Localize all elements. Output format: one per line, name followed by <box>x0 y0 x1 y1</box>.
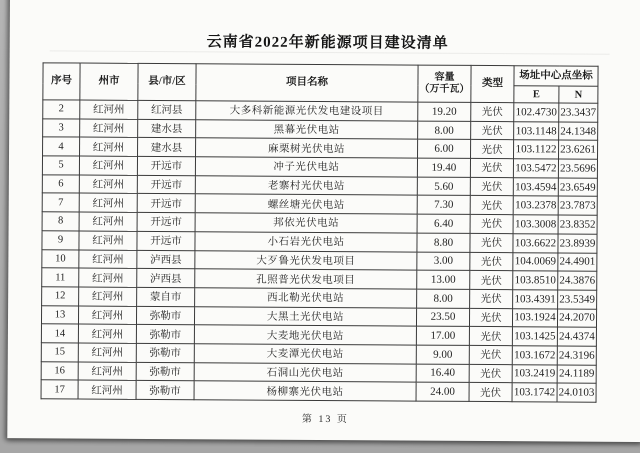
cell-city: 红河州 <box>78 324 136 343</box>
cell-no: 12 <box>42 287 79 306</box>
cell-county: 弥勒市 <box>136 306 194 325</box>
cell-capacity: 8.00 <box>417 289 470 308</box>
cell-n: 24.4901 <box>558 252 597 271</box>
cell-name: 杨柳寨光伏电站 <box>194 381 416 401</box>
cell-e: 103.5472 <box>513 159 558 178</box>
cell-county: 弥勒市 <box>136 343 194 362</box>
projects-table <box>41 62 599 402</box>
cell-e: 103.8510 <box>513 271 558 290</box>
cell-city: 红河州 <box>80 137 138 156</box>
cell-capacity: 8.00 <box>418 121 471 140</box>
cell-capacity: 6.40 <box>417 214 470 233</box>
page-title: 云南省2022年新能源项目建设清单 <box>206 34 449 52</box>
cell-no: 2 <box>43 100 80 119</box>
cell-n: 23.5349 <box>558 290 597 309</box>
cell-name: 螺丝塘光伏电站 <box>195 194 417 214</box>
cell-capacity: 3.00 <box>417 252 470 271</box>
cell-type: 光伏 <box>469 383 512 402</box>
cell-no: 10 <box>42 249 79 268</box>
header-e: E <box>514 86 559 103</box>
document-page <box>7 0 640 442</box>
cell-name: 孔照普光伏发电项目 <box>195 269 417 289</box>
cell-no: 4 <box>43 137 80 156</box>
cell-capacity: 23.50 <box>416 308 469 327</box>
cell-city: 红河州 <box>78 362 136 381</box>
cell-name: 石洞山光伏电站 <box>194 362 416 382</box>
header-county: 县/市/区 <box>138 63 196 100</box>
header-capacity <box>418 65 471 102</box>
header-no: 序号 <box>43 63 80 100</box>
cell-county: 红河县 <box>138 100 196 119</box>
cell-county: 开远市 <box>137 194 195 213</box>
cell-no: 8 <box>42 212 79 231</box>
cell-city: 红河州 <box>79 231 137 250</box>
cell-type: 光伏 <box>469 345 512 364</box>
cell-name: 小石岩光伏电站 <box>195 232 417 252</box>
cell-e: 103.1122 <box>514 140 559 159</box>
cell-e: 103.1425 <box>512 327 557 346</box>
cell-type: 光伏 <box>470 215 513 234</box>
table-header <box>43 63 598 103</box>
cell-county: 开远市 <box>137 156 195 175</box>
cell-name: 麻栗树光伏电站 <box>196 138 418 158</box>
cell-e: 103.1742 <box>512 383 557 402</box>
cell-county: 开远市 <box>137 175 195 194</box>
cell-e: 103.2419 <box>512 364 557 383</box>
header-type: 类型 <box>471 65 514 102</box>
cell-type: 光伏 <box>470 252 513 271</box>
cell-capacity: 16.40 <box>416 364 469 383</box>
header-coordinates: 场址中心点坐标 <box>514 66 598 87</box>
cell-type: 光伏 <box>470 158 513 177</box>
cell-capacity: 17.00 <box>416 326 469 345</box>
cell-no: 5 <box>42 156 79 175</box>
cell-city: 红河州 <box>78 380 136 399</box>
cell-type: 光伏 <box>470 233 513 252</box>
cell-no: 16 <box>41 361 78 380</box>
cell-e: 103.1148 <box>514 121 559 140</box>
cell-capacity: 8.80 <box>417 233 470 252</box>
cell-city: 红河州 <box>78 343 136 362</box>
cell-county: 泸西县 <box>137 269 195 288</box>
cell-e: 103.6622 <box>513 234 558 253</box>
page-number: 第 13 页 <box>301 413 349 426</box>
cell-county: 弥勒市 <box>136 381 194 400</box>
cell-n: 24.0103 <box>557 383 596 402</box>
cell-type: 光伏 <box>471 140 514 159</box>
header-name: 项目名称 <box>196 64 418 102</box>
cell-type: 光伏 <box>471 121 514 140</box>
cell-e: 103.4594 <box>513 177 558 196</box>
cell-county: 开远市 <box>137 213 195 232</box>
cell-type: 光伏 <box>469 364 512 383</box>
header-n: N <box>559 86 598 103</box>
header-city: 州市 <box>80 63 138 100</box>
cell-county: 蒙自市 <box>137 287 195 306</box>
header-capacity-line1: 容量 <box>434 71 455 83</box>
cell-no: 13 <box>41 305 78 324</box>
cell-no: 14 <box>41 324 78 343</box>
cell-capacity: 9.00 <box>416 345 469 364</box>
cell-name: 邦依光伏电站 <box>195 213 417 233</box>
cell-n: 24.1189 <box>557 365 596 384</box>
cell-no: 6 <box>42 175 79 194</box>
cell-city: 红河州 <box>80 100 138 119</box>
cell-county: 建水县 <box>138 119 196 138</box>
cell-name: 黑幕光伏电站 <box>196 119 418 139</box>
cell-no: 9 <box>42 231 79 250</box>
cell-no: 7 <box>42 193 79 212</box>
cell-city: 红河州 <box>79 193 137 212</box>
cell-type: 光伏 <box>470 177 513 196</box>
cell-county: 弥勒市 <box>136 325 194 344</box>
cell-capacity: 6.00 <box>418 139 471 158</box>
cell-city: 红河州 <box>79 212 137 231</box>
cell-n: 23.7873 <box>558 196 597 215</box>
cell-name: 大麦潭光伏电站 <box>194 344 416 364</box>
cell-e: 103.1672 <box>512 346 557 365</box>
cell-n: 24.4374 <box>557 327 596 346</box>
cell-name: 老寨村光伏电站 <box>195 176 417 196</box>
cell-city: 红河州 <box>79 268 137 287</box>
cell-name: 西北勒光伏电站 <box>195 288 417 308</box>
cell-no: 17 <box>41 380 78 399</box>
cell-capacity: 7.30 <box>417 196 470 215</box>
cell-n: 24.1348 <box>559 122 598 141</box>
cell-n: 24.3876 <box>558 271 597 290</box>
cell-n: 23.6261 <box>559 140 598 159</box>
cell-n: 24.2070 <box>557 309 596 328</box>
cell-e: 103.3008 <box>513 215 558 234</box>
cell-city: 红河州 <box>79 287 137 306</box>
cell-city: 红河州 <box>80 119 138 138</box>
cell-type: 光伏 <box>470 271 513 290</box>
cell-no: 11 <box>42 268 79 287</box>
cell-type: 光伏 <box>471 102 514 121</box>
cell-capacity: 19.20 <box>418 102 471 121</box>
cell-name: 大歹鲁光伏发电项目 <box>195 250 417 270</box>
cell-capacity: 19.40 <box>417 158 470 177</box>
cell-county: 泸西县 <box>137 250 195 269</box>
cell-n: 23.6549 <box>558 178 597 197</box>
cell-n: 23.8352 <box>558 215 597 234</box>
cell-type: 光伏 <box>470 289 513 308</box>
cell-no: 3 <box>43 119 80 138</box>
cell-city: 红河州 <box>79 175 137 194</box>
cell-capacity: 24.00 <box>416 382 469 401</box>
cell-no: 15 <box>41 343 78 362</box>
table-row <box>41 380 596 402</box>
cell-e: 104.0069 <box>513 252 558 271</box>
cell-e: 103.2378 <box>513 196 558 215</box>
cell-n: 23.3437 <box>559 103 598 122</box>
cell-name: 大多科新能源光伏发电建设项目 <box>196 101 418 121</box>
cell-city: 红河州 <box>78 306 136 325</box>
table-body <box>41 100 598 402</box>
cell-n: 24.3196 <box>557 346 596 365</box>
cell-county: 开远市 <box>137 231 195 250</box>
cell-e: 103.4391 <box>513 290 558 309</box>
cell-city: 红河州 <box>79 156 137 175</box>
cell-name: 冲子光伏电站 <box>195 157 417 177</box>
cell-type: 光伏 <box>469 327 512 346</box>
cell-city: 红河州 <box>79 250 137 269</box>
cell-capacity: 13.00 <box>417 270 470 289</box>
cell-e: 103.1924 <box>512 308 557 327</box>
cell-type: 光伏 <box>470 196 513 215</box>
header-capacity-line2: （万千瓦） <box>419 83 470 95</box>
cell-type: 光伏 <box>469 308 512 327</box>
cell-e: 102.4730 <box>514 103 559 122</box>
cell-n: 23.5696 <box>558 159 597 178</box>
cell-county: 建水县 <box>138 138 196 157</box>
cell-n: 23.8939 <box>558 234 597 253</box>
cell-capacity: 5.60 <box>417 177 470 196</box>
cell-name: 大麦地光伏电站 <box>194 325 416 345</box>
cell-name: 大黑土光伏电站 <box>194 306 416 326</box>
cell-county: 弥勒市 <box>136 362 194 381</box>
